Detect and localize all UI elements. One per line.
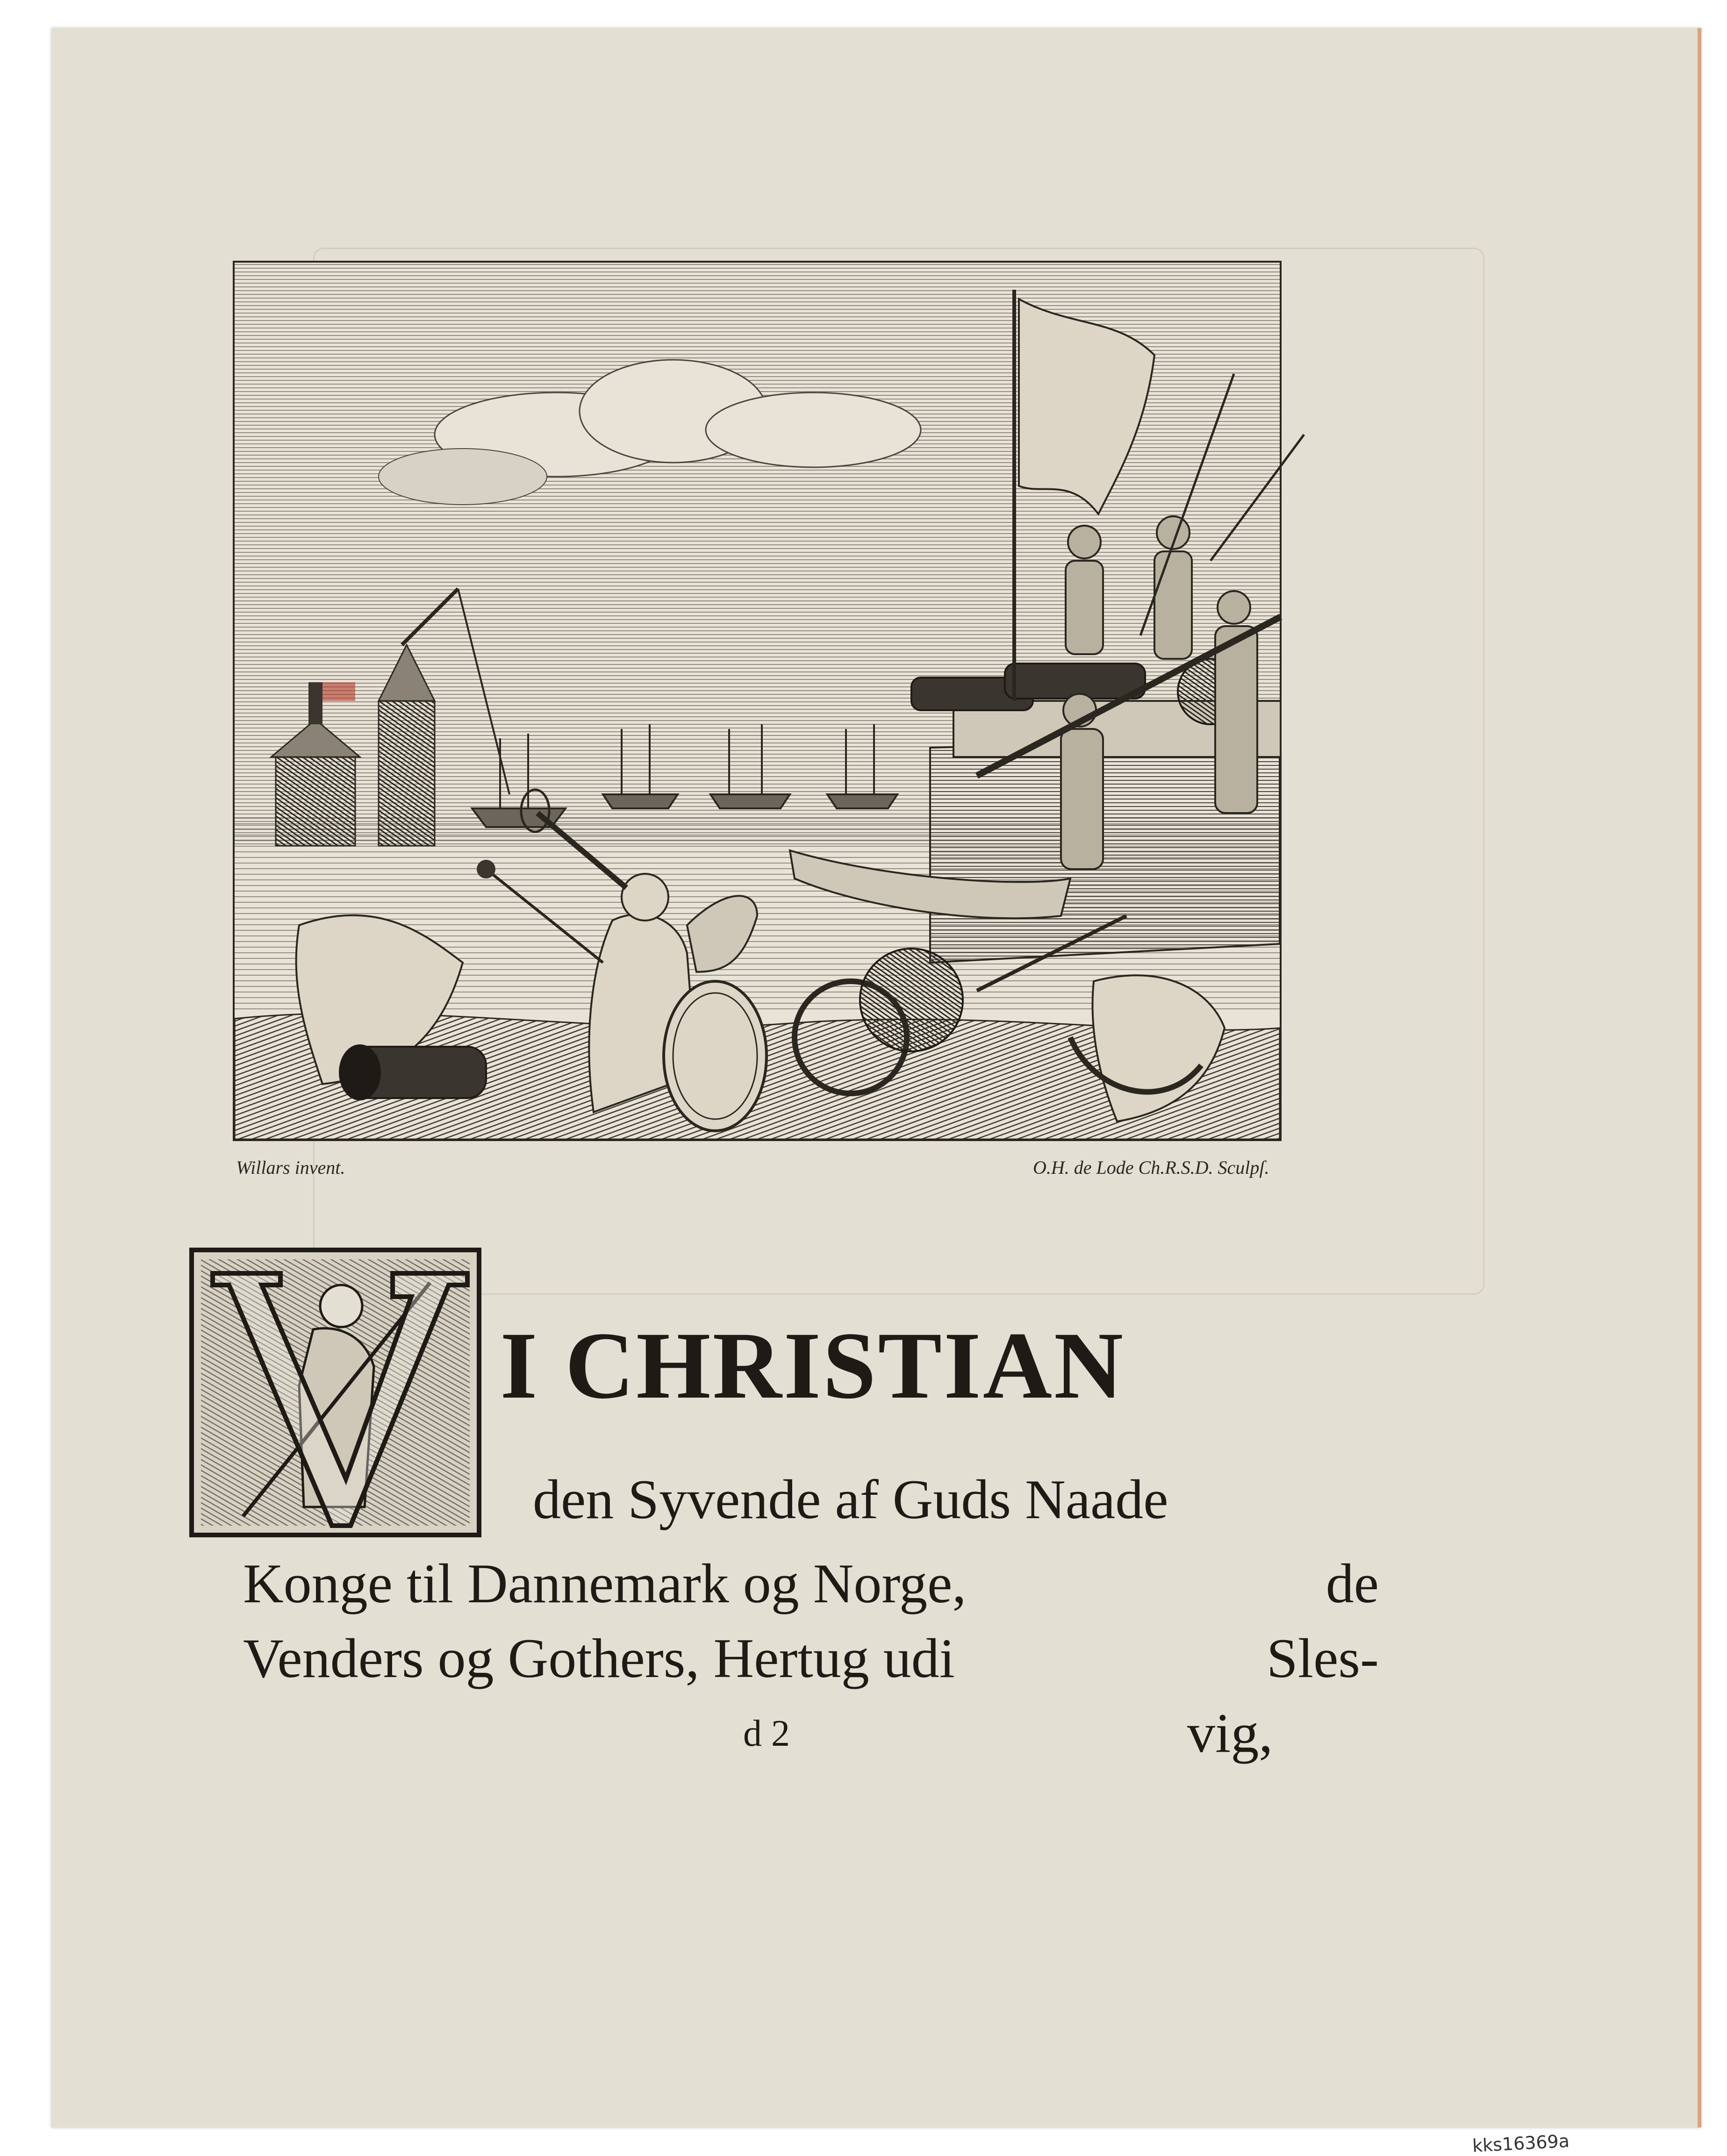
- proclamation-title: I CHRISTIAN: [500, 1313, 1125, 1419]
- harbor-engraving: [182, 234, 1332, 1168]
- signature-mark: d 2: [743, 1713, 790, 1754]
- engraving-credit-engraver: O.H. de Lode Ch.R.S.D. Sculpſ.: [1033, 1157, 1269, 1178]
- decorated-initial: [187, 1245, 484, 1540]
- catchword: vig,: [1187, 1702, 1273, 1764]
- proclamation-line-3: [243, 1626, 1379, 1691]
- proclamation-line-1: den Syvende af Guds Naade: [533, 1468, 1168, 1530]
- proclamation-line-2: [243, 1551, 1379, 1616]
- sheet-edge-stain: [1698, 28, 1701, 2127]
- archive-inventory-label: kks16369a: [1471, 2130, 1570, 2156]
- line-3-end: Sles-: [1267, 1627, 1379, 1689]
- engraving-credit-designer: Willars invent.: [236, 1157, 345, 1178]
- line-3-main: Venders og Gothers, Hertug udi: [243, 1627, 955, 1689]
- line-2-end: de: [1326, 1552, 1379, 1614]
- line-2-main: Konge til Dannemark og Norge,: [243, 1552, 967, 1614]
